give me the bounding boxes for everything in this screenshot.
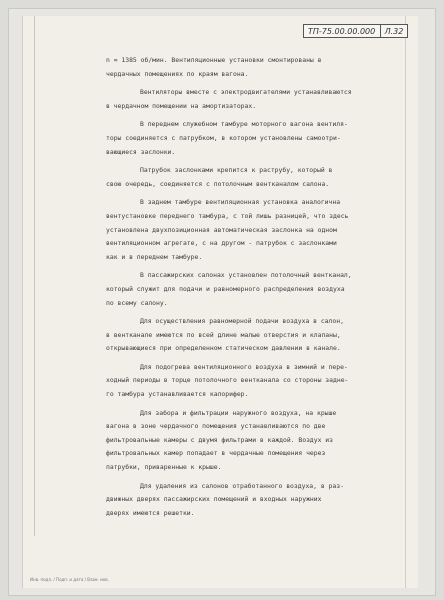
text-line: В заднем тамбуре вентиляционная установка аналогична [140, 198, 341, 207]
text-line: как и в переднем тамбуре. [106, 252, 203, 261]
paragraph [106, 407, 406, 475]
paragraph [106, 164, 406, 191]
text-line: Для осуществления равномерной подачи воздуха в салон, [140, 317, 344, 326]
paragraph [106, 196, 406, 264]
paragraph [106, 315, 406, 356]
text-line: n = 1385 об/мин. Вентиляционные установки смонтированы в [106, 56, 322, 64]
text-line: вагона в зоне чердачного помещения устанавливаются по две [106, 422, 326, 431]
text-line: патрубки, приваренные к крыше. [106, 463, 222, 472]
document-code: ТП-75.00.00.000 [308, 26, 376, 36]
paragraph [106, 269, 406, 310]
footer-note: Инв. подл. / Подп. и дата / Взам. инв. [30, 577, 109, 582]
text-line: Для забора и фильтрации наружного воздуха, на крыше [140, 408, 337, 417]
text-line: вентиляционном агрегате, с на другом - патрубок с заслонками [106, 239, 337, 248]
text-line: Для удаления из салонов отработанного воздуха, в раз- [140, 481, 344, 490]
text-line: фильтровальных камер попадает в чердачные помещения через [106, 449, 326, 458]
text-line: открывающиеся при определенном статическом давлении в канале. [106, 344, 341, 353]
text-line: фильтровальные камеры с двумя фильтрами в каждой. Воздух из [106, 435, 334, 444]
text-line: Для подогрева вентиляционного воздуха в зимний и пере- [140, 362, 348, 371]
text-line: вентустановке переднего тамбура, с той лишь разницей, что здесь [106, 211, 349, 220]
text-line: го тамбура устанавливается калорифер. [106, 390, 249, 399]
text-line: свою очередь, соединяется с потолочным вентканалом салона. [106, 179, 330, 188]
paragraph [106, 54, 406, 81]
text-line: дверях имеются решетки. [106, 508, 195, 517]
text-line: в чердачном помещении на амортизаторах. [106, 101, 257, 110]
text-line: торы соединяется с патрубком, в котором установлены самоотри- [106, 133, 341, 142]
text-line: В переднем служебном тамбуре моторного вагона вентиля- [140, 120, 348, 129]
paragraph [106, 480, 406, 521]
text-line: чердачных помещениях по краям вагона. [106, 69, 249, 78]
text-line: вающиеся заслонки. [106, 147, 176, 156]
text-line: который служит для подачи и равномерного распределения воздуха [106, 284, 345, 293]
sheet-number: Л.32 [380, 25, 407, 37]
paragraph [106, 361, 406, 402]
text-line: Вентиляторы вместе с электродвигателями устанавливаются [140, 88, 352, 97]
title-block-stamp [303, 24, 408, 38]
paragraph [106, 86, 406, 113]
text-line: Патрубок заслонками крепится к раструбу, который в [140, 166, 333, 175]
text-line: ходный периоды в торце потолочного вентканала со стороны задне- [106, 376, 349, 385]
typed-text-body [106, 54, 406, 520]
text-line: по всему салону. [106, 298, 168, 307]
text-line: в вентканале имеются по всей длине малые отверстия и клапаны, [106, 330, 341, 339]
margin-line [34, 16, 35, 536]
text-line: В пассажирских салонах установлен потолочный вентканал, [140, 271, 352, 280]
text-line: движных дверях пассажирских помещений и входных наружних [106, 495, 322, 504]
paragraph [106, 118, 406, 159]
text-line: установлена двухпозиционная автоматическая заслонка на одном [106, 225, 337, 234]
